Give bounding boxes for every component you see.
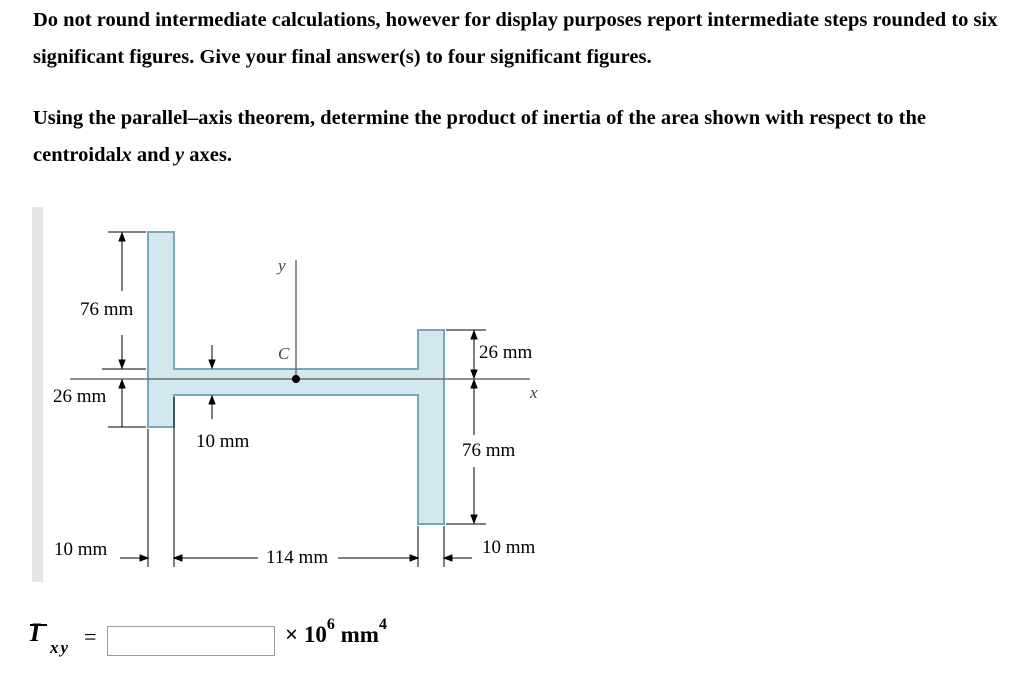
ixy-subscript: xy xyxy=(50,638,71,657)
dim-left-web: 26 mm xyxy=(53,386,107,407)
x-axis-label: x xyxy=(530,383,538,402)
y-variable: y xyxy=(175,144,185,166)
ixy-answer-input[interactable] xyxy=(107,626,275,656)
problem-suffix: axes. xyxy=(184,144,232,166)
equals-sign: = xyxy=(84,624,97,649)
x-variable: x xyxy=(121,144,132,166)
figure-side-bar xyxy=(32,207,43,582)
z-section-figure xyxy=(30,205,560,585)
ixy-symbol: I xyxy=(30,618,41,647)
unit-times: × 10 xyxy=(285,622,327,647)
y-axis-label: y xyxy=(278,256,286,275)
answer-row xyxy=(30,612,450,662)
problem-statement xyxy=(33,100,1008,174)
dim-bottom-right-width: 10 mm xyxy=(482,537,536,558)
instructions-text: Do not round intermediate calculations, however for display purposes report intermediate steps rounded to six significant figures. Give your final answer(s) to four significant figures. xyxy=(33,9,998,68)
dim-top-left-height: 76 mm xyxy=(80,299,134,320)
problem-text: Using the parallel–axis theorem, determine the product of inertia of the area shown with respect to the centroidal xyxy=(33,107,926,166)
unit-mm-exponent: 4 xyxy=(378,616,387,633)
unit-mm: mm xyxy=(334,622,379,647)
unit-exponent: 6 xyxy=(326,616,335,633)
centroid-point xyxy=(292,375,300,383)
and-word: and xyxy=(131,144,176,166)
dim-right-height: 76 mm xyxy=(462,440,516,461)
dim-bottom-left-width: 10 mm xyxy=(54,539,108,560)
dim-right-top: 26 mm xyxy=(479,342,533,363)
dim-web-length: 114 mm xyxy=(266,547,329,568)
dim-web-thickness: 10 mm xyxy=(196,431,250,452)
centroid-label: C xyxy=(278,344,290,363)
unit-label xyxy=(285,616,387,648)
left-dimension xyxy=(102,232,146,427)
